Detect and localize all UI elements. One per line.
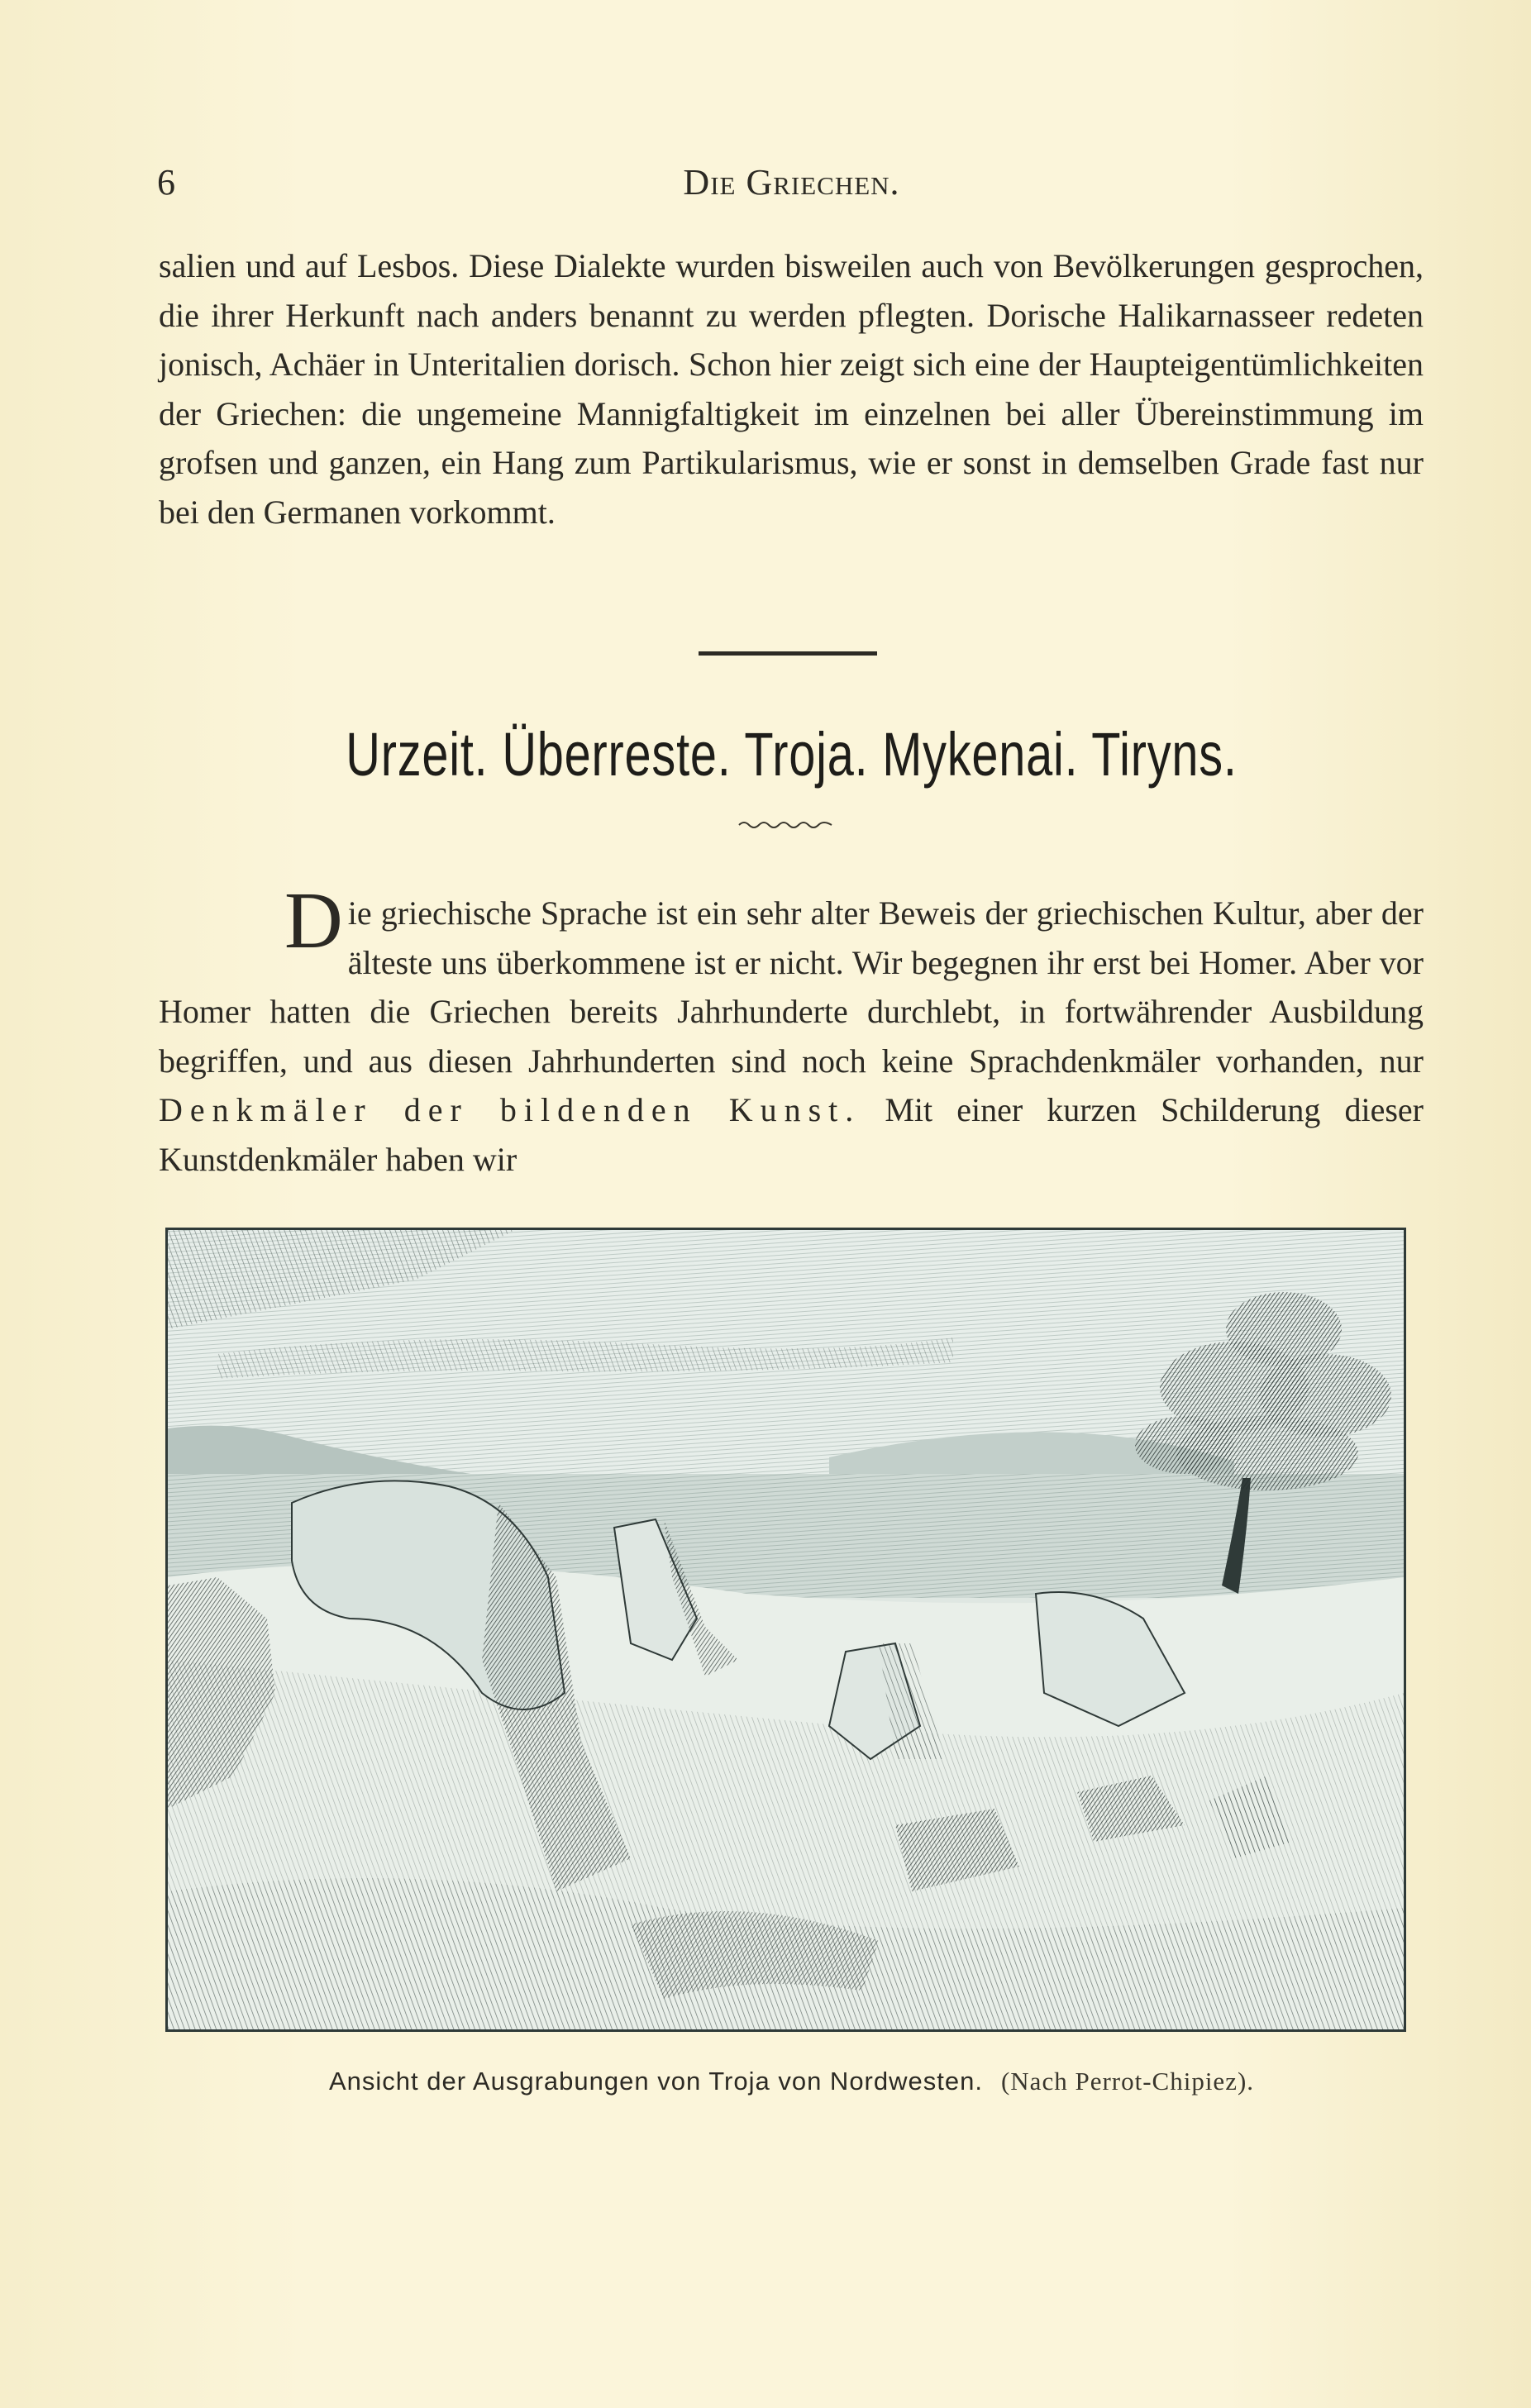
- paragraph-text-b: Mit einer kurzen Schilderung dieser Kunstdenkmäler haben wir: [159, 1091, 1424, 1178]
- page-number: 6: [157, 162, 175, 203]
- paragraph-intro: salien und auf Lesbos. Diese Dialekte wurden bisweilen auch von Bevölkerungen gesprochen, die ihrer Herkunft nach anders benannt zu werden pflegten. Dorische Halikarnasseer redeten jonisch, Achäer in Unteritalien dorisch. Schon hier zeigt sich eine der Haupteigentümlichkeiten der Griechen: die ungemeine Mannigfaltigkeit im einzelnen bei aller Übereinstimmung im grofsen und ganzen, ein Hang zum Partikularismus, wie er sonst in demselben Grade fast nur bei den Germanen vorkommt.: [159, 247, 1424, 531]
- section-divider-rule: [699, 651, 877, 656]
- caption-text: Ansicht der Ausgrabungen von Troja von Nordwesten.: [328, 2067, 983, 2096]
- engraving-illustration: [168, 1230, 1404, 2029]
- paragraph-urzeit: [159, 876, 1424, 1184]
- spaced-emphasis: Denkmäler der bildenden Kunst.: [159, 1091, 861, 1128]
- drop-cap: D: [284, 876, 343, 966]
- running-title: Die Griechen.: [683, 162, 900, 203]
- running-head: [157, 161, 1426, 211]
- troja-engraving: [165, 1228, 1406, 2032]
- caption-source: (Nach Perrot-Chipiez).: [1000, 2067, 1255, 2096]
- section-heading: Urzeit. Überreste. Troja. Mykenai. Tiryns.: [346, 720, 1238, 789]
- ornament-squiggle-icon: [737, 818, 833, 832]
- figure-caption: [157, 2067, 1426, 2096]
- paragraph-text-a: ie griechische Sprache ist ein sehr alter Beweis der griechischen Kultur, aber der älteste uns überkommene ist er nicht. Wir begegnen ihr erst bei Homer. Aber vor Homer hatten die Griechen bereits Jahrhunderte durchlebt, in fortwährender Ausbildung begriffen, und aus diesen Jahrhunderten sind noch keine Sprachdenkmäler vorhanden, nur: [159, 894, 1424, 1080]
